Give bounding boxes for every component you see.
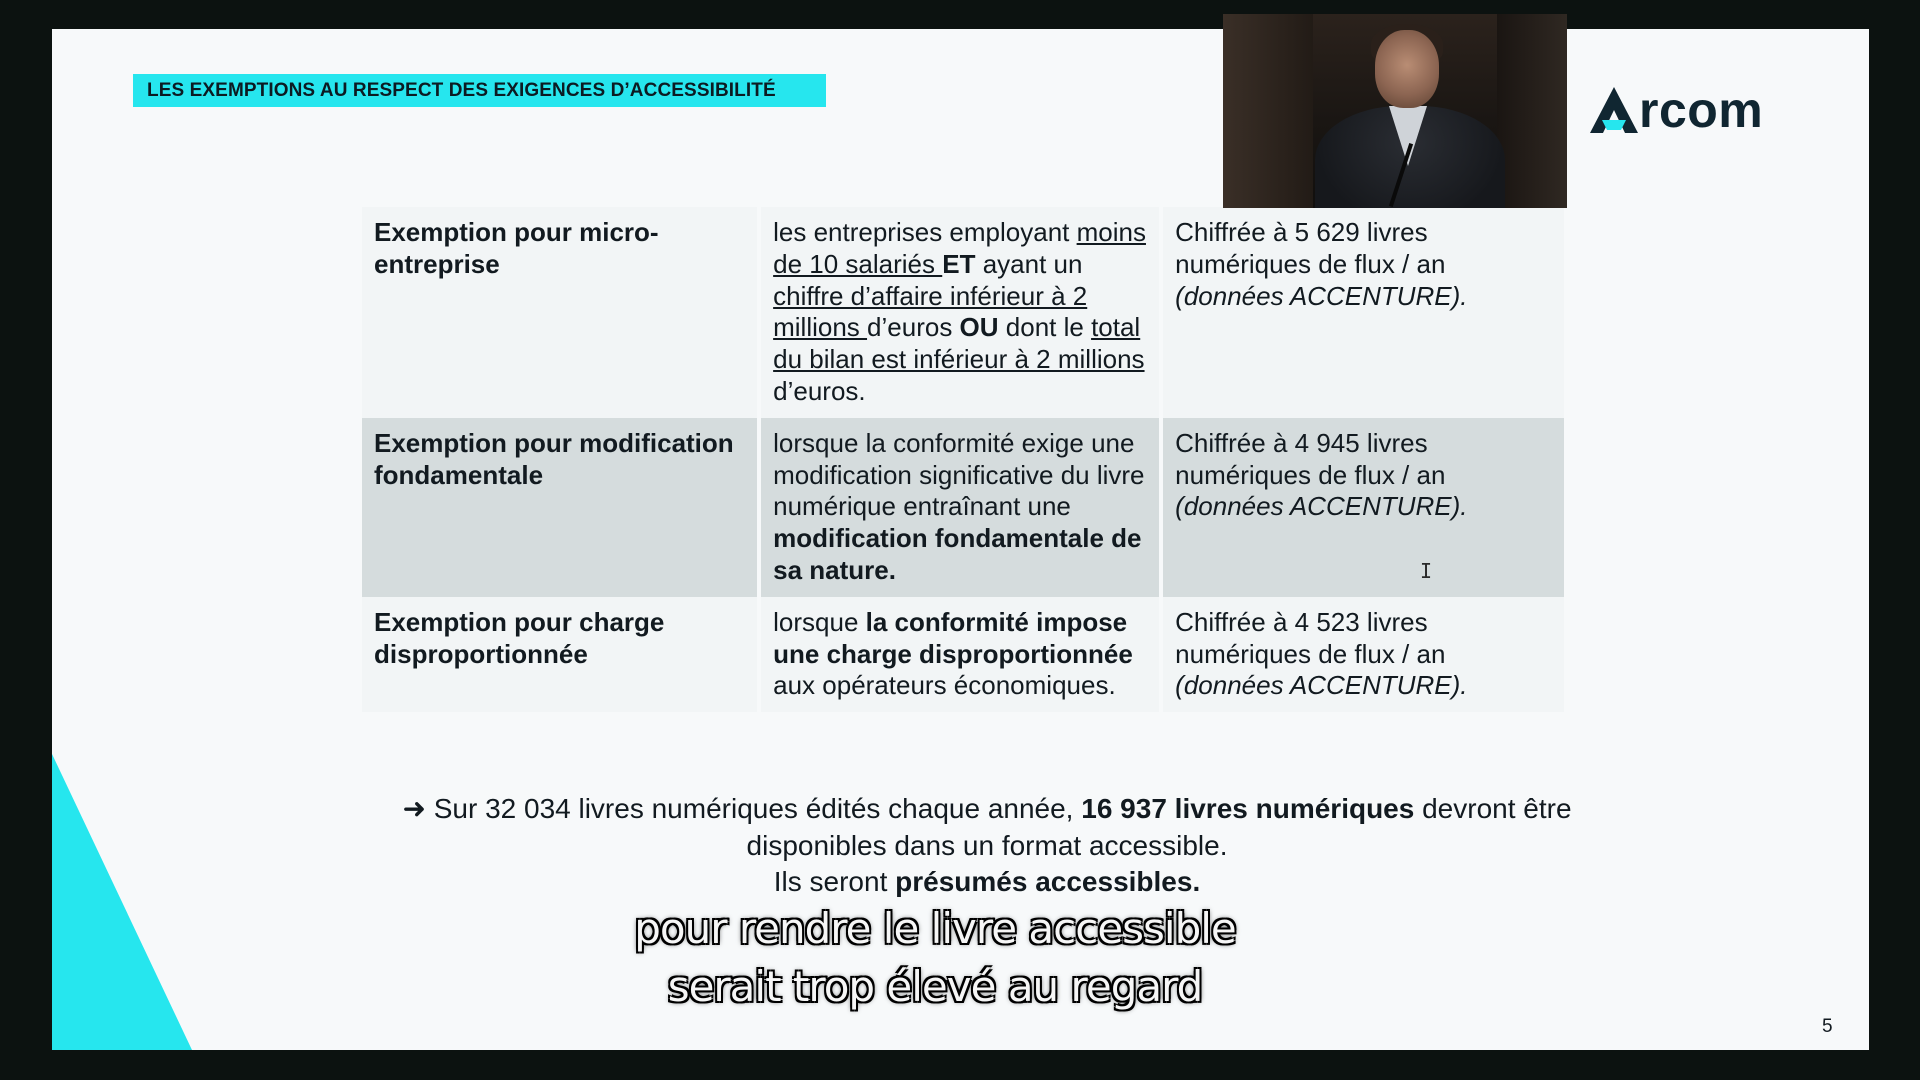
desc-text: lorsque la conformité exige une modification significative du livre numérique entraînant une xyxy=(773,427,1145,522)
table-row xyxy=(362,207,1564,418)
desc-underlined: chiffre d’affaire inférieur à 2 millions xyxy=(773,280,1088,343)
exemption-stat-cell xyxy=(1163,597,1564,712)
desc-text: d’euros xyxy=(867,312,960,343)
summary-text: Sur 32 034 livres numériques édités chaque année, xyxy=(425,793,1082,824)
exemption-title-cell xyxy=(362,418,757,597)
arrow-right-icon: ➜ xyxy=(402,793,426,824)
arcom-a-logo-icon xyxy=(1587,84,1641,136)
slide-section-title-text: LES EXEMPTIONS AU RESPECT DES EXIGENCES D’ACCESSIBILITÉ xyxy=(147,79,776,101)
presentation-slide xyxy=(52,29,1869,1050)
subtitle-line: pour rendre le livre accessible xyxy=(634,904,1236,953)
speaker-video-feed xyxy=(1223,14,1567,208)
exemption-source: (données ACCENTURE). xyxy=(1175,491,1468,522)
desc-underlined: moins de 10 salariés xyxy=(773,217,1146,279)
exemption-description-cell xyxy=(761,597,1159,712)
exemption-stat: Chiffrée à 5 629 livres numériques de flux / an xyxy=(1175,217,1446,279)
exemption-title: Exemption pour charge disproportionnée xyxy=(374,606,665,669)
exemption-source: (données ACCENTURE). xyxy=(1175,670,1468,701)
slide-section-title xyxy=(133,74,826,107)
exemption-title: Exemption pour micro-entreprise xyxy=(374,217,659,279)
desc-text: les entreprises employant xyxy=(773,217,1077,247)
exemption-description-cell xyxy=(761,418,1159,597)
subtitle-line: serait trop élevé au regard xyxy=(667,962,1203,1011)
video-subtitles xyxy=(300,900,1570,1016)
desc-text: dont le xyxy=(998,312,1092,343)
text-cursor-icon: I xyxy=(1420,559,1433,583)
desc-underlined: total du bilan est inférieur à 2 millions xyxy=(773,312,1145,375)
desc-bold: ET xyxy=(942,248,976,279)
exemption-description-cell xyxy=(761,207,1159,418)
arcom-logo xyxy=(1587,81,1763,139)
summary-text: devront être disponibles dans un format accessible. xyxy=(746,793,1572,861)
exemption-stat-cell xyxy=(1163,418,1564,597)
table-row xyxy=(362,597,1564,712)
desc-text: d’euros. xyxy=(773,375,866,406)
table-row xyxy=(362,418,1564,597)
desc-text: aux opérateurs économiques. xyxy=(773,670,1116,701)
desc-bold: modification fondamentale de sa nature. xyxy=(773,523,1142,585)
summary-text: Ils seront xyxy=(773,866,896,897)
exemption-title-cell xyxy=(362,207,757,418)
desc-bold: OU xyxy=(959,312,999,343)
exemption-stat-cell xyxy=(1163,207,1564,418)
summary-bold: 16 937 livres numériques xyxy=(1081,793,1415,824)
page-number: 5 xyxy=(1822,1016,1833,1037)
decorative-cyan-triangle xyxy=(52,754,192,1050)
exemption-title-cell xyxy=(362,597,757,712)
desc-text: ayant un xyxy=(975,248,1083,279)
desc-bold: la conformité impose une charge disproportionnée xyxy=(773,606,1133,669)
desc-text: lorsque xyxy=(773,606,866,637)
exemption-stat: Chiffrée à 4 523 livres numériques de flux / an xyxy=(1175,606,1446,669)
summary-bold: présumés accessibles. xyxy=(895,866,1201,897)
logo-text: rcom xyxy=(1639,82,1764,138)
exemption-stat: Chiffrée à 4 945 livres numériques de flux / an xyxy=(1175,427,1446,490)
summary-statement xyxy=(352,791,1622,901)
exemptions-table xyxy=(358,207,1568,712)
exemption-title: Exemption pour modification fondamentale xyxy=(374,427,734,490)
exemption-source: (données ACCENTURE). xyxy=(1175,280,1468,311)
